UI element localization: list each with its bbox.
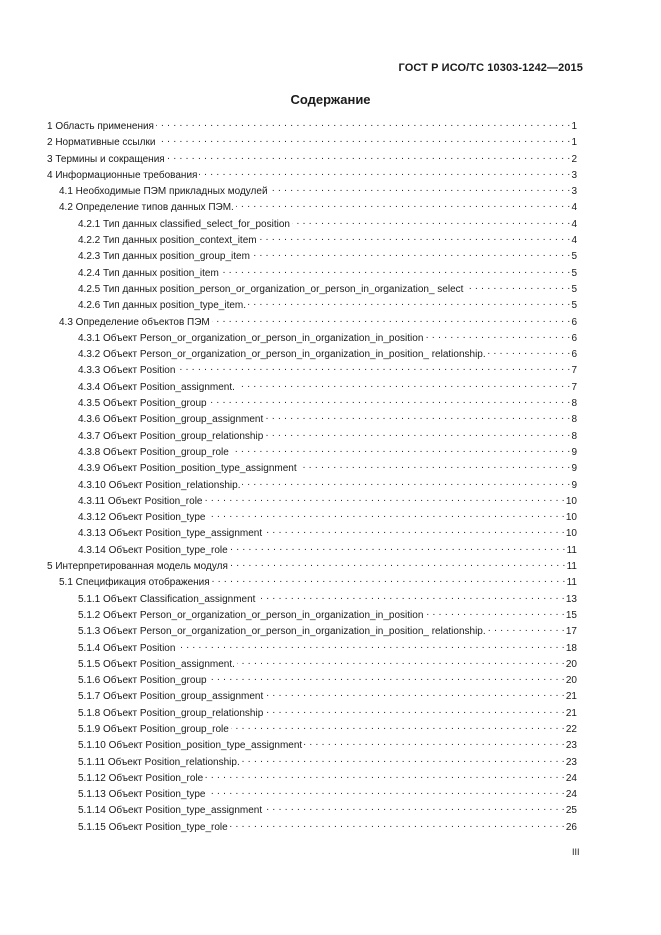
toc-dot-leader <box>209 673 565 683</box>
toc-entry-page-number: 13 <box>565 593 577 605</box>
toc-entry[interactable] <box>47 249 577 265</box>
toc-entry[interactable] <box>47 787 577 803</box>
toc-dot-leader <box>207 510 564 520</box>
toc-entry[interactable] <box>47 510 577 526</box>
toc-entry[interactable] <box>47 803 577 819</box>
toc-entry-page-number: 4 <box>571 202 577 214</box>
toc-dot-leader <box>264 803 565 813</box>
toc-entry-title: 4.3.2 Объект Person_or_organization_or_person_in_organization_in_position_ relationship. <box>78 349 486 361</box>
toc-entry[interactable] <box>47 478 577 494</box>
toc-entry[interactable] <box>47 412 577 428</box>
toc-dot-leader <box>207 787 564 797</box>
toc-entry-page-number: 1 <box>571 137 577 149</box>
toc-dot-leader <box>177 641 564 651</box>
toc-entry-page-number: 9 <box>571 463 577 475</box>
toc-entry-title: 4 Информационные требования <box>47 169 198 181</box>
toc-entry[interactable] <box>47 738 577 754</box>
toc-entry-page-number: 23 <box>565 756 577 768</box>
toc-entry[interactable] <box>47 119 577 135</box>
toc-entry-page-number: 6 <box>571 332 577 344</box>
toc-dot-leader <box>212 575 566 585</box>
toc-entry-title: 5.1.14 Объект Position_type_assignment <box>78 805 263 817</box>
toc-entry[interactable] <box>47 641 577 657</box>
toc-entry[interactable] <box>47 820 577 836</box>
toc-dot-leader <box>230 559 566 569</box>
toc-entry[interactable] <box>47 608 577 624</box>
toc-entry[interactable] <box>47 494 577 510</box>
toc-entry[interactable] <box>47 755 577 771</box>
toc-entry[interactable] <box>47 200 577 216</box>
toc-entry-page-number: 3 <box>571 186 577 198</box>
toc-entry-page-number: 11 <box>566 577 577 589</box>
toc-entry[interactable] <box>47 347 577 363</box>
toc-entry-page-number: 11 <box>566 544 577 556</box>
toc-dot-leader <box>252 249 571 259</box>
toc-entry-title: 5.1.7 Объект Position_group_assignment <box>78 691 264 703</box>
toc-dot-leader <box>230 543 566 553</box>
toc-entry[interactable] <box>47 445 577 461</box>
toc-dot-leader <box>212 315 571 325</box>
toc-dot-leader <box>156 119 570 129</box>
toc-entry[interactable] <box>47 559 577 575</box>
toc-entry[interactable] <box>47 331 577 347</box>
toc-dot-leader <box>177 363 570 373</box>
toc-entry-page-number: 17 <box>565 626 577 638</box>
toc-entry-title: 4.3.3 Объект Position <box>78 365 176 377</box>
toc-entry-title: 1 Область применения <box>47 121 154 132</box>
toc-entry-title: 5.1.4 Объект Position <box>78 642 176 654</box>
toc-dot-leader <box>167 152 571 162</box>
toc-entry-page-number: 8 <box>571 398 577 410</box>
toc-entry-page-number: 5 <box>571 267 577 279</box>
toc-entry[interactable] <box>47 592 577 608</box>
toc-dot-leader <box>465 282 570 292</box>
toc-entry-title: 4.2.1 Тип данных classified_select_for_position <box>78 218 290 230</box>
toc-entry-title: 4.3.12 Объект Position_type <box>78 512 206 524</box>
toc-dot-leader <box>265 429 570 439</box>
toc-entry[interactable] <box>47 217 577 233</box>
toc-entry[interactable] <box>47 315 577 331</box>
toc-entry-page-number: 23 <box>565 740 577 752</box>
toc-entry-title: 4.3.8 Объект Position_group_role <box>78 446 229 458</box>
toc-entry-title: 5.1.2 Объект Person_or_organization_or_person_in_organization_in_position <box>78 609 424 621</box>
toc-entry[interactable] <box>47 543 577 559</box>
toc-dot-leader <box>292 217 570 227</box>
toc-entry[interactable] <box>47 298 577 314</box>
toc-dot-leader <box>265 412 570 422</box>
toc-dot-leader <box>259 233 571 243</box>
toc-entry[interactable] <box>47 673 577 689</box>
toc-entry[interactable] <box>47 152 577 168</box>
toc-dot-leader <box>425 331 570 341</box>
toc-dot-leader <box>242 478 570 488</box>
toc-entry-page-number: 3 <box>571 169 577 181</box>
toc-entry-title: 5.1 Спецификация отображения <box>59 577 210 589</box>
toc-entry-title: 5.1.11 Объект Position_relationship. <box>78 756 240 768</box>
toc-entry-title: 4.3.9 Объект Position_position_type_assignment <box>78 463 297 475</box>
toc-entry-page-number: 7 <box>571 381 577 393</box>
toc-entry-page-number: 9 <box>571 479 577 491</box>
toc-entry[interactable] <box>47 380 577 396</box>
toc-entry-page-number: 4 <box>571 235 577 247</box>
toc-entry-title: 4.2.4 Тип данных position_item <box>78 267 219 279</box>
toc-dot-leader <box>157 135 570 145</box>
toc-entry[interactable] <box>47 575 577 591</box>
toc-entry-page-number: 26 <box>565 821 577 833</box>
toc-entry[interactable] <box>47 689 577 705</box>
toc-entry-page-number: 11 <box>566 561 577 573</box>
toc-dot-leader <box>231 445 571 455</box>
toc-entry-title: 5.1.9 Объект Position_group_role <box>78 723 229 735</box>
toc-dot-leader <box>304 738 565 748</box>
toc-entry-page-number: 20 <box>565 675 577 687</box>
toc-entry-page-number: 22 <box>565 723 577 735</box>
toc-entry-title: 4.3.5 Объект Position_group <box>78 398 207 410</box>
toc-entry-title: 2 Нормативные ссылки <box>47 137 156 149</box>
toc-entry[interactable] <box>47 429 577 445</box>
toc-dot-leader <box>264 526 565 536</box>
toc-entry-title: 4.2.5 Тип данных position_person_or_organization_or_person_in_organization_ select <box>78 283 464 295</box>
toc-entry-title: 5.1.13 Объект Position_type <box>78 789 206 801</box>
toc-entry-title: 4.2.2 Тип данных position_context_item <box>78 235 257 247</box>
toc-entry-title: 4.3.10 Объект Position_relationship. <box>78 479 241 491</box>
toc-entry[interactable] <box>47 396 577 412</box>
toc-dot-leader <box>237 380 571 390</box>
toc-entry-title: 5.1.6 Объект Position_group <box>78 675 207 687</box>
document-code-header: ГОСТ Р ИСО/ТС 10303-1242—2015 <box>398 62 583 74</box>
toc-dot-leader <box>205 771 565 781</box>
toc-dot-leader <box>236 200 571 210</box>
toc-entry-page-number: 7 <box>571 365 577 377</box>
toc-entry-page-number: 6 <box>571 349 577 361</box>
toc-entry-title: 3 Термины и сокращения <box>47 153 165 165</box>
toc-dot-leader <box>242 755 565 765</box>
toc-entry-page-number: 2 <box>571 153 577 165</box>
toc-entry[interactable] <box>47 461 577 477</box>
toc-entry[interactable] <box>47 135 577 151</box>
toc-entry-title: 5.1.15 Объект Position_type_role <box>78 821 228 833</box>
toc-entry-page-number: 1 <box>571 121 577 132</box>
toc-entry-title: 5.1.1 Объект Classification_assignment <box>78 593 256 605</box>
toc-entry-page-number: 24 <box>565 789 577 801</box>
toc-entry-page-number: 8 <box>571 414 577 426</box>
toc-entry-page-number: 5 <box>571 283 577 295</box>
toc-entry-title: 4.3.7 Объект Position_group_relationship <box>78 430 264 442</box>
toc-dot-leader <box>488 624 565 634</box>
toc-entry-page-number: 24 <box>565 772 577 784</box>
toc-entry-title: 4.3 Определение объектов ПЭМ <box>59 316 210 328</box>
toc-entry-title: 4.2.6 Тип данных position_type_item. <box>78 300 247 312</box>
toc-entry-page-number: 20 <box>565 658 577 670</box>
toc-entry-title: 4.3.4 Объект Position_assignment. <box>78 381 235 393</box>
toc-entry-title: 5.1.3 Объект Person_or_organization_or_person_in_organization_in_position_ relationship. <box>78 626 486 638</box>
table-of-contents <box>47 119 577 836</box>
toc-dot-leader <box>488 347 571 357</box>
toc-dot-leader <box>248 298 570 308</box>
toc-entry-title: 4.3.14 Объект Position_type_role <box>78 544 228 556</box>
toc-entry-page-number: 9 <box>571 446 577 458</box>
toc-entry-page-number: 21 <box>565 707 577 719</box>
toc-dot-leader <box>209 396 571 406</box>
toc-entry[interactable] <box>47 771 577 787</box>
toc-entry-title: 5 Интерпретированная модель модуля <box>47 561 228 573</box>
toc-entry-page-number: 21 <box>565 691 577 703</box>
toc-entry[interactable] <box>47 624 577 640</box>
toc-entry[interactable] <box>47 706 577 722</box>
toc-entry-page-number: 8 <box>571 430 577 442</box>
toc-dot-leader <box>270 184 571 194</box>
toc-entry[interactable] <box>47 266 577 282</box>
toc-dot-leader <box>299 461 571 471</box>
toc-dot-leader <box>221 266 571 276</box>
toc-entry-title: 4.3.1 Объект Person_or_organization_or_person_in_organization_in_position <box>78 332 424 344</box>
toc-entry[interactable] <box>47 363 577 379</box>
toc-dot-leader <box>237 657 565 667</box>
toc-entry[interactable] <box>47 657 577 673</box>
toc-dot-leader <box>425 608 564 618</box>
toc-entry-title: 4.2 Определение типов данных ПЭМ. <box>59 202 234 214</box>
toc-entry[interactable] <box>47 233 577 249</box>
toc-entry-title: 5.1.8 Объект Position_group_relationship <box>78 707 264 719</box>
toc-entry-title: 4.3.11 Объект Position_role <box>78 495 203 507</box>
toc-entry-page-number: 5 <box>571 251 577 263</box>
toc-dot-leader <box>231 722 565 732</box>
page-number: III <box>572 847 580 857</box>
toc-dot-leader <box>230 820 565 830</box>
toc-entry-title: 4.2.3 Тип данных position_group_item <box>78 251 250 263</box>
toc-entry[interactable] <box>47 722 577 738</box>
toc-dot-leader <box>257 592 564 602</box>
toc-entry-page-number: 18 <box>565 642 577 654</box>
toc-entry-page-number: 25 <box>565 805 577 817</box>
toc-entry-page-number: 10 <box>565 495 577 507</box>
page-title: Содержание <box>290 92 371 107</box>
toc-entry[interactable] <box>47 184 577 200</box>
toc-entry-page-number: 5 <box>571 300 577 312</box>
toc-entry[interactable] <box>47 168 577 184</box>
toc-entry-title: 4.3.6 Объект Position_group_assignment <box>78 414 264 426</box>
toc-entry-title: 5.1.12 Объект Position_role <box>78 772 204 784</box>
toc-entry-page-number: 10 <box>565 512 577 524</box>
toc-dot-leader <box>265 689 565 699</box>
toc-entry-title: 5.1.10 Объект Position_position_type_assignment <box>78 740 303 752</box>
toc-entry-page-number: 6 <box>571 316 577 328</box>
toc-entry[interactable] <box>47 526 577 542</box>
toc-dot-leader <box>204 494 564 504</box>
toc-entry-page-number: 10 <box>565 528 577 540</box>
toc-entry-title: 4.3.13 Объект Position_type_assignment <box>78 528 263 540</box>
toc-entry-page-number: 15 <box>565 609 577 621</box>
toc-dot-leader <box>265 706 565 716</box>
toc-entry[interactable] <box>47 282 577 298</box>
toc-entry-title: 4.1 Необходимые ПЭМ прикладных модулей <box>59 186 268 198</box>
toc-entry-title: 5.1.5 Объект Position_assignment. <box>78 658 235 670</box>
toc-dot-leader <box>199 168 570 178</box>
toc-entry-page-number: 4 <box>571 218 577 230</box>
